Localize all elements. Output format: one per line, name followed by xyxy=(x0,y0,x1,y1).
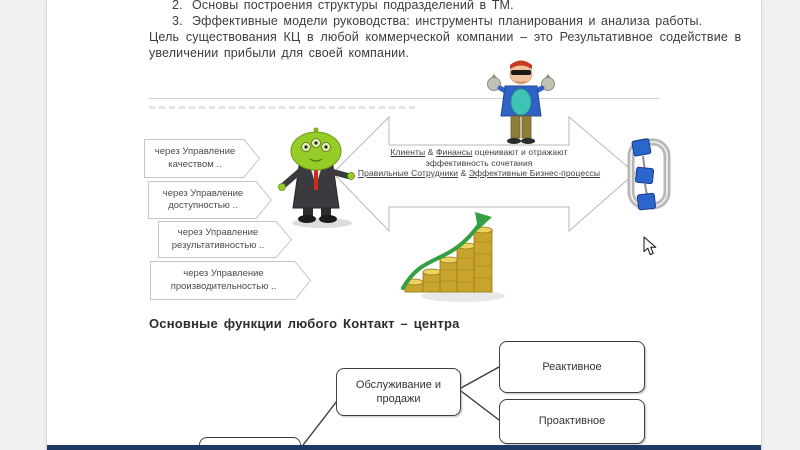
paragraph-line-2: увеличении прибыли для своей компании. xyxy=(149,46,410,60)
alien-manager-icon xyxy=(277,126,357,230)
faint-caption-artifact xyxy=(149,106,417,109)
node-service-and-sales-label: Обслуживание и продажи xyxy=(355,378,442,405)
chevron-availability xyxy=(148,181,272,219)
node-reactive[interactable] xyxy=(499,341,645,393)
list-item-3 xyxy=(172,14,702,28)
arrow-caption xyxy=(354,147,604,179)
chevron-effectiveness xyxy=(158,221,292,258)
list-item-2 xyxy=(172,0,514,12)
chain-links-icon xyxy=(621,134,677,218)
arrow-caption-line-2: эффективность сочетания xyxy=(425,157,533,168)
node-proactive-label: Проактивное xyxy=(538,415,606,428)
chevron-quality-label: через Управление качеством .. xyxy=(154,146,236,170)
list-item-3-number: 3. xyxy=(172,14,183,28)
node-service-and-sales[interactable] xyxy=(336,368,461,416)
chevron-availability-label: через Управление доступностью .. xyxy=(162,187,244,211)
chevron-quality xyxy=(144,139,260,178)
mouse-cursor-icon xyxy=(643,236,657,256)
arrow-caption-line-1: Клиенты & Финансы оценивают и отражают xyxy=(390,147,568,157)
paragraph-line-1: Цель существования КЦ в любой коммерческой компании – это Результативное содействие в xyxy=(149,30,742,44)
coin-growth-icon xyxy=(399,206,509,304)
chevron-productivity xyxy=(150,261,311,300)
list-item-2-text: Основы построения структуры подразделений в ТМ. xyxy=(192,0,514,12)
node-proactive[interactable] xyxy=(499,399,645,444)
list-item-2-number: 2. xyxy=(172,0,183,12)
list-item-3-text: Эффективные модели руководства: инструменты планирования и анализа работы. xyxy=(192,14,703,28)
node-reactive-label: Реактивное xyxy=(542,360,602,373)
money-man-icon xyxy=(487,58,555,146)
chevron-productivity-label: через Управление производительностью .. xyxy=(170,268,277,292)
chevron-effectiveness-label: через Управление результативностью .. xyxy=(171,227,265,251)
diagram-top-border xyxy=(149,98,659,99)
bottom-navy-bar xyxy=(47,445,762,450)
document-page[interactable] xyxy=(46,0,762,450)
arrow-caption-line-3: Правильные Сотрудники & Эффективные Бизнес-процессы xyxy=(357,168,601,178)
section-heading: Основные функции любого Контакт – центра xyxy=(149,316,460,331)
